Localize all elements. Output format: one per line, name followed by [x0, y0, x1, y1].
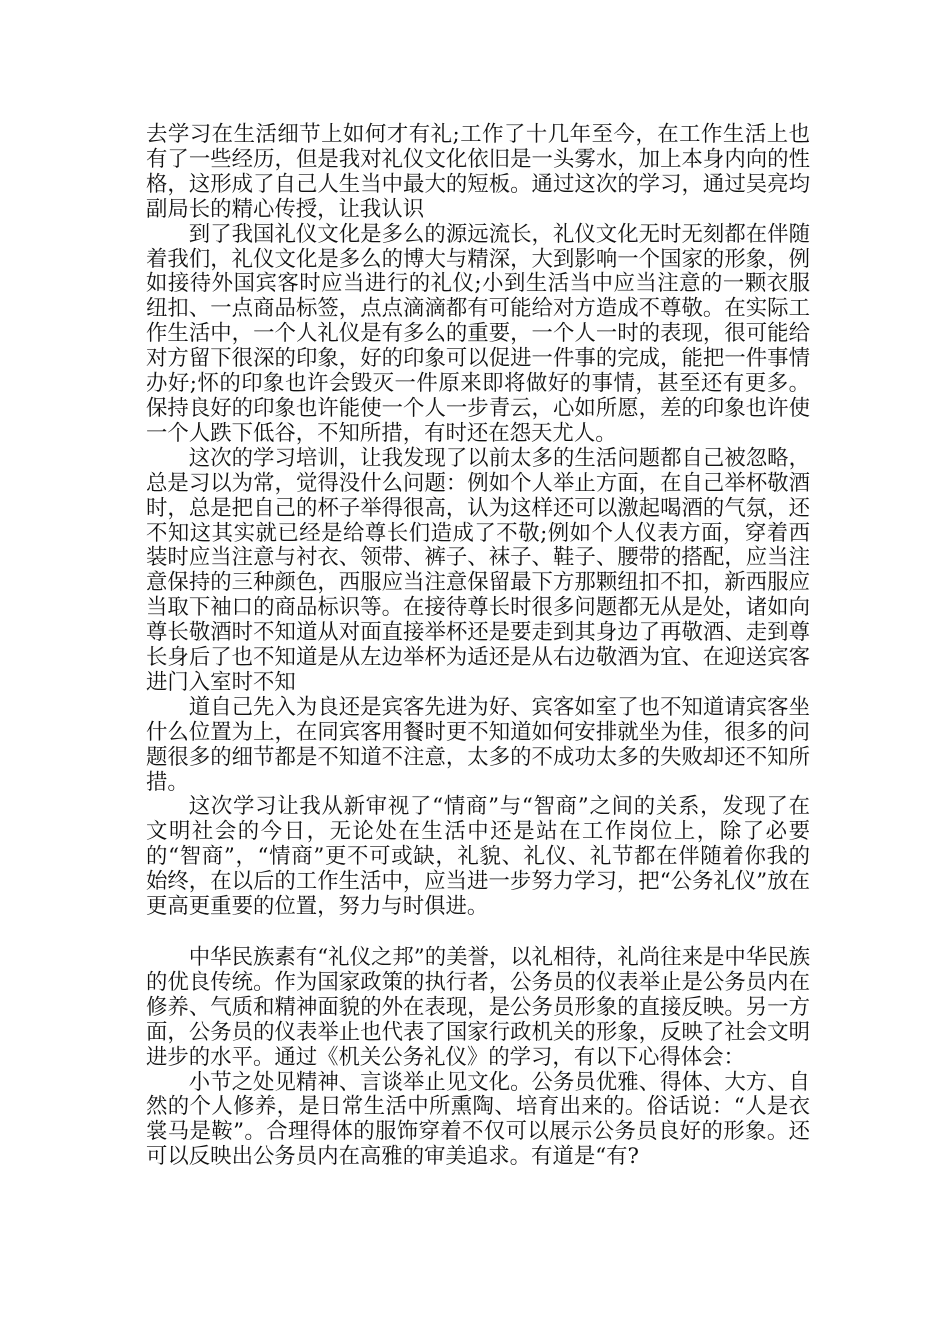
- section-gap: [146, 920, 810, 946]
- paragraph-2: 到了我国礼仪文化是多么的源远流长，礼仪文化无时无刻都在伴随着我们，礼仪文化是多么的博大与精深，大到影响一个国家的形象，例如接待外国宾客时应当进行的礼仪;小到生活当中应当注意的一颗衣服纽扣、一点商品标签，点点滴滴都有可能给对方造成不尊敬。在实际工作生活中，一个人礼仪是有多么的重要，一个人一时的表现，很可能给对方留下很深的印象，好的印象可以促进一件事的完成，能把一件事情办好;怀的印象也许会毁灭一件原来即将做好的事情，甚至还有更多。保持良好的印象也许能使一个人一步青云，心如所愿，差的印象也许使一个人跌下低谷，不知所措，有时还在怨天尤人。: [146, 221, 810, 446]
- paragraph-5: 这次学习让我从新审视了“情商”与“智商”之间的关系，发现了在文明社会的今日，无论处在生活中还是站在工作岗位上，除了必要的“智商”，“情商”更不可或缺，礼貌、礼仪、礼节都在伴随着你我的始终，在以后的工作生活中，应当进一步努力学习，把“公务礼仪”放在更高更重要的位置，努力与时俱进。: [146, 794, 810, 920]
- paragraph-7: 小节之处见精神、言谈举止见文化。公务员优雅、得体、大方、自然的个人修养，是日常生活中所熏陶、培育出来的。俗话说：“人是衣裳马是鞍”。合理得体的服饰穿着不仅可以展示公务员良好的形象。还可以反映出公务员内在高雅的审美追求。有道是“有?: [146, 1069, 810, 1170]
- paragraph-1: 去学习在生活细节上如何才有礼;工作了十几年至今，在工作生活上也有了一些经历，但是我对礼仪文化依旧是一头雾水，加上本身内向的性格，这形成了自己人生当中最大的短板。通过这次的学习，通过吴亮均副局长的精心传授，让我认识: [146, 122, 810, 222]
- document-body: [146, 123, 810, 1170]
- paragraph-6: 中华民族素有“礼仪之邦”的美誉，以礼相待，礼尚往来是中华民族的优良传统。作为国家政策的执行者，公务员的仪表举止是公务员内在修养、气质和精神面貌的外在表现，是公务员形象的直接反映。另一方面，公务员的仪表举止也代表了国家行政机关的形象，反映了社会文明进步的水平。通过《机关公务礼仪》的学习，有以下心得体会：: [146, 945, 810, 1070]
- paragraph-4: 道自己先入为良还是宾客先进为好、宾客如室了也不知道请宾客坐什么位置为上，在同宾客用餐时更不知道如何安排就坐为佳，很多的问题很多的细节都是不知道不注意，太多的不成功太多的失败却还不知所措。: [146, 694, 810, 795]
- paragraph-3: 这次的学习培训，让我发现了以前太多的生活问题都自己被忽略，总是习以为常，觉得没什么问题：例如个人举止方面，在自己举杯敬酒时，总是把自己的杯子举得很高，认为这样还可以激起喝酒的气氛，还不知这其实就已经是给尊长们造成了不敬;例如个人仪表方面，穿着西装时应当注意与衬衣、领带、裤子、袜子、鞋子、腰带的搭配，应当注意保持的三种颜色，西服应当注意保留最下方那颗纽扣不扣，新西服应当取下袖口的商品标识等。在接待尊长时很多问题都无从是处，诸如向尊长敬酒时不知道从对面直接举杯还是要走到其身边了再敬酒、走到尊长身后了也不知道是从左边举杯为适还是从右边敬酒为宜、在迎送宾客进门入室时不知: [146, 445, 810, 695]
